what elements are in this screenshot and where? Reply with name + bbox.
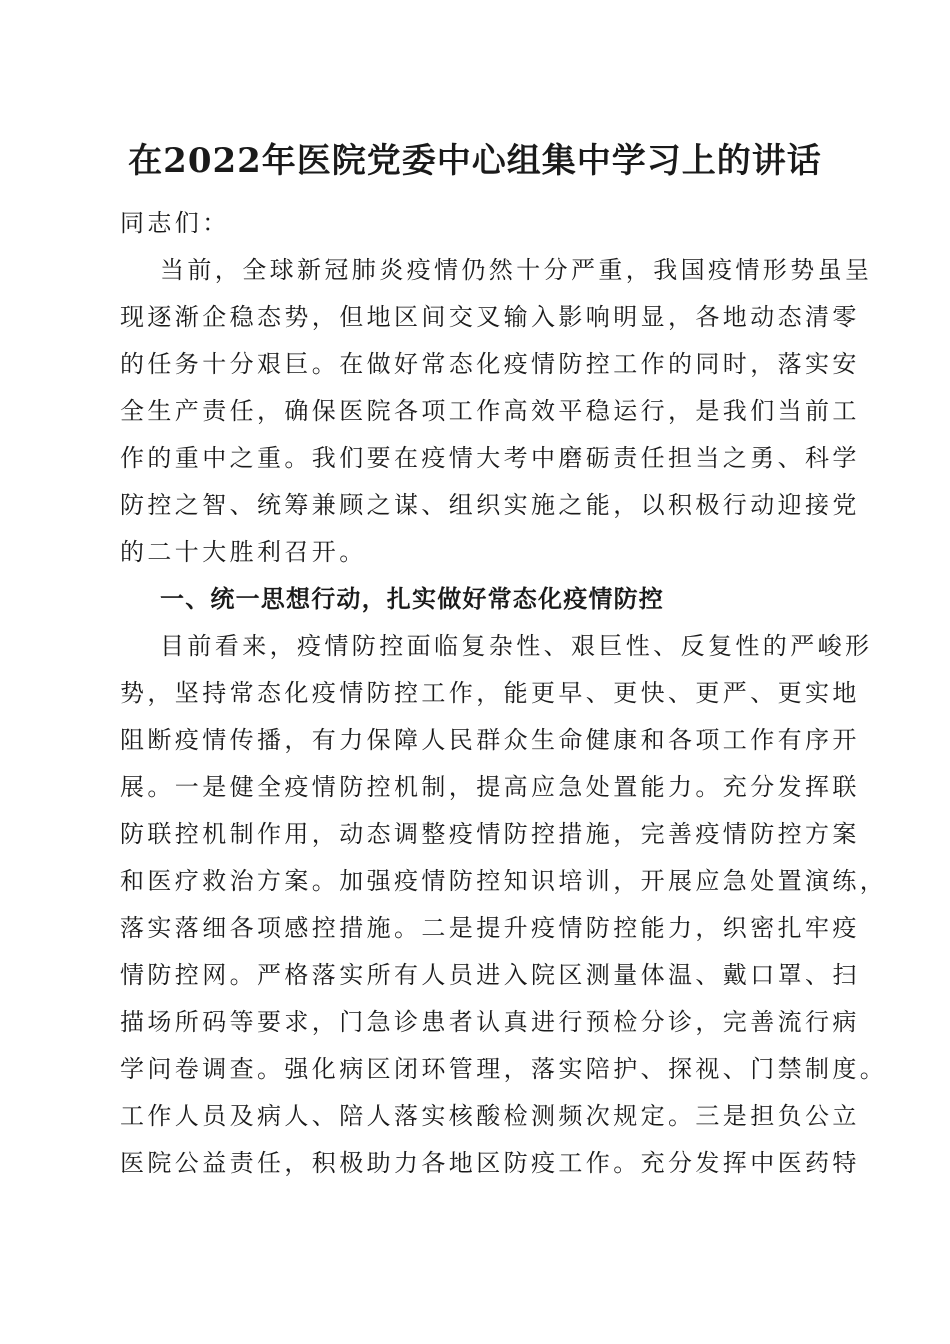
paragraph-line: 当前，全球新冠肺炎疫情仍然十分严重，我国疫情形势虽呈 [160,256,873,284]
paragraph-line: 阻断疫情传播，有力保障人民群众生命健康和各项工作有序开 [120,726,860,754]
paragraph-line: 医院公益责任，积极助力各地区防疫工作。充分发挥中医药特 [120,1149,860,1177]
salutation-line: 同志们： [120,209,230,237]
paragraph-line: 势，坚持常态化疫情防控工作，能更早、更快、更严、更实地 [120,679,860,707]
paragraph-line: 的二十大胜利召开。 [120,538,367,566]
paragraph-line: 学问卷调查。强化病区闭环管理，落实陪护、探视、门禁制度。 [120,1055,888,1083]
paragraph-line: 和医疗救治方案。加强疫情防控知识培训，开展应急处置演练， [120,867,888,895]
paragraph-line: 展。一是健全疫情防控机制，提高应急处置能力。充分发挥联 [120,773,860,801]
paragraph-line: 全生产责任，确保医院各项工作高效平稳运行，是我们当前工 [120,397,860,425]
paragraph-line: 情防控网。严格落实所有人员进入院区测量体温、戴口罩、扫 [120,961,860,989]
section-heading: 一、统一思想行动，扎实做好常态化疫情防控 [160,585,664,613]
paragraph-line: 作的重中之重。我们要在疫情大考中磨砺责任担当之勇、科学 [120,444,860,472]
document-body [120,200,888,1187]
paragraph-line: 描场所码等要求，门急诊患者认真进行预检分诊，完善流行病 [120,1008,860,1036]
document-title: 在2022年医院党委中心组集中学习上的讲话 [128,141,822,181]
paragraph-line: 工作人员及病人、陪人落实核酸检测频次规定。三是担负公立 [120,1102,860,1130]
paragraph-line: 的任务十分艰巨。在做好常态化疫情防控工作的同时，落实安 [120,350,860,378]
paragraph-line: 落实落细各项感控措施。二是提升疫情防控能力，织密扎牢疫 [120,914,860,942]
paragraph-line: 防联控机制作用，动态调整疫情防控措施，完善疫情防控方案 [120,820,860,848]
paragraph-line: 现逐渐企稳态势，但地区间交叉输入影响明显，各地动态清零 [120,303,860,331]
paragraph-line: 目前看来，疫情防控面临复杂性、艰巨性、反复性的严峻形 [160,632,873,660]
paragraph-line: 防控之智、统筹兼顾之谋、组织实施之能，以积极行动迎接党 [120,491,860,519]
